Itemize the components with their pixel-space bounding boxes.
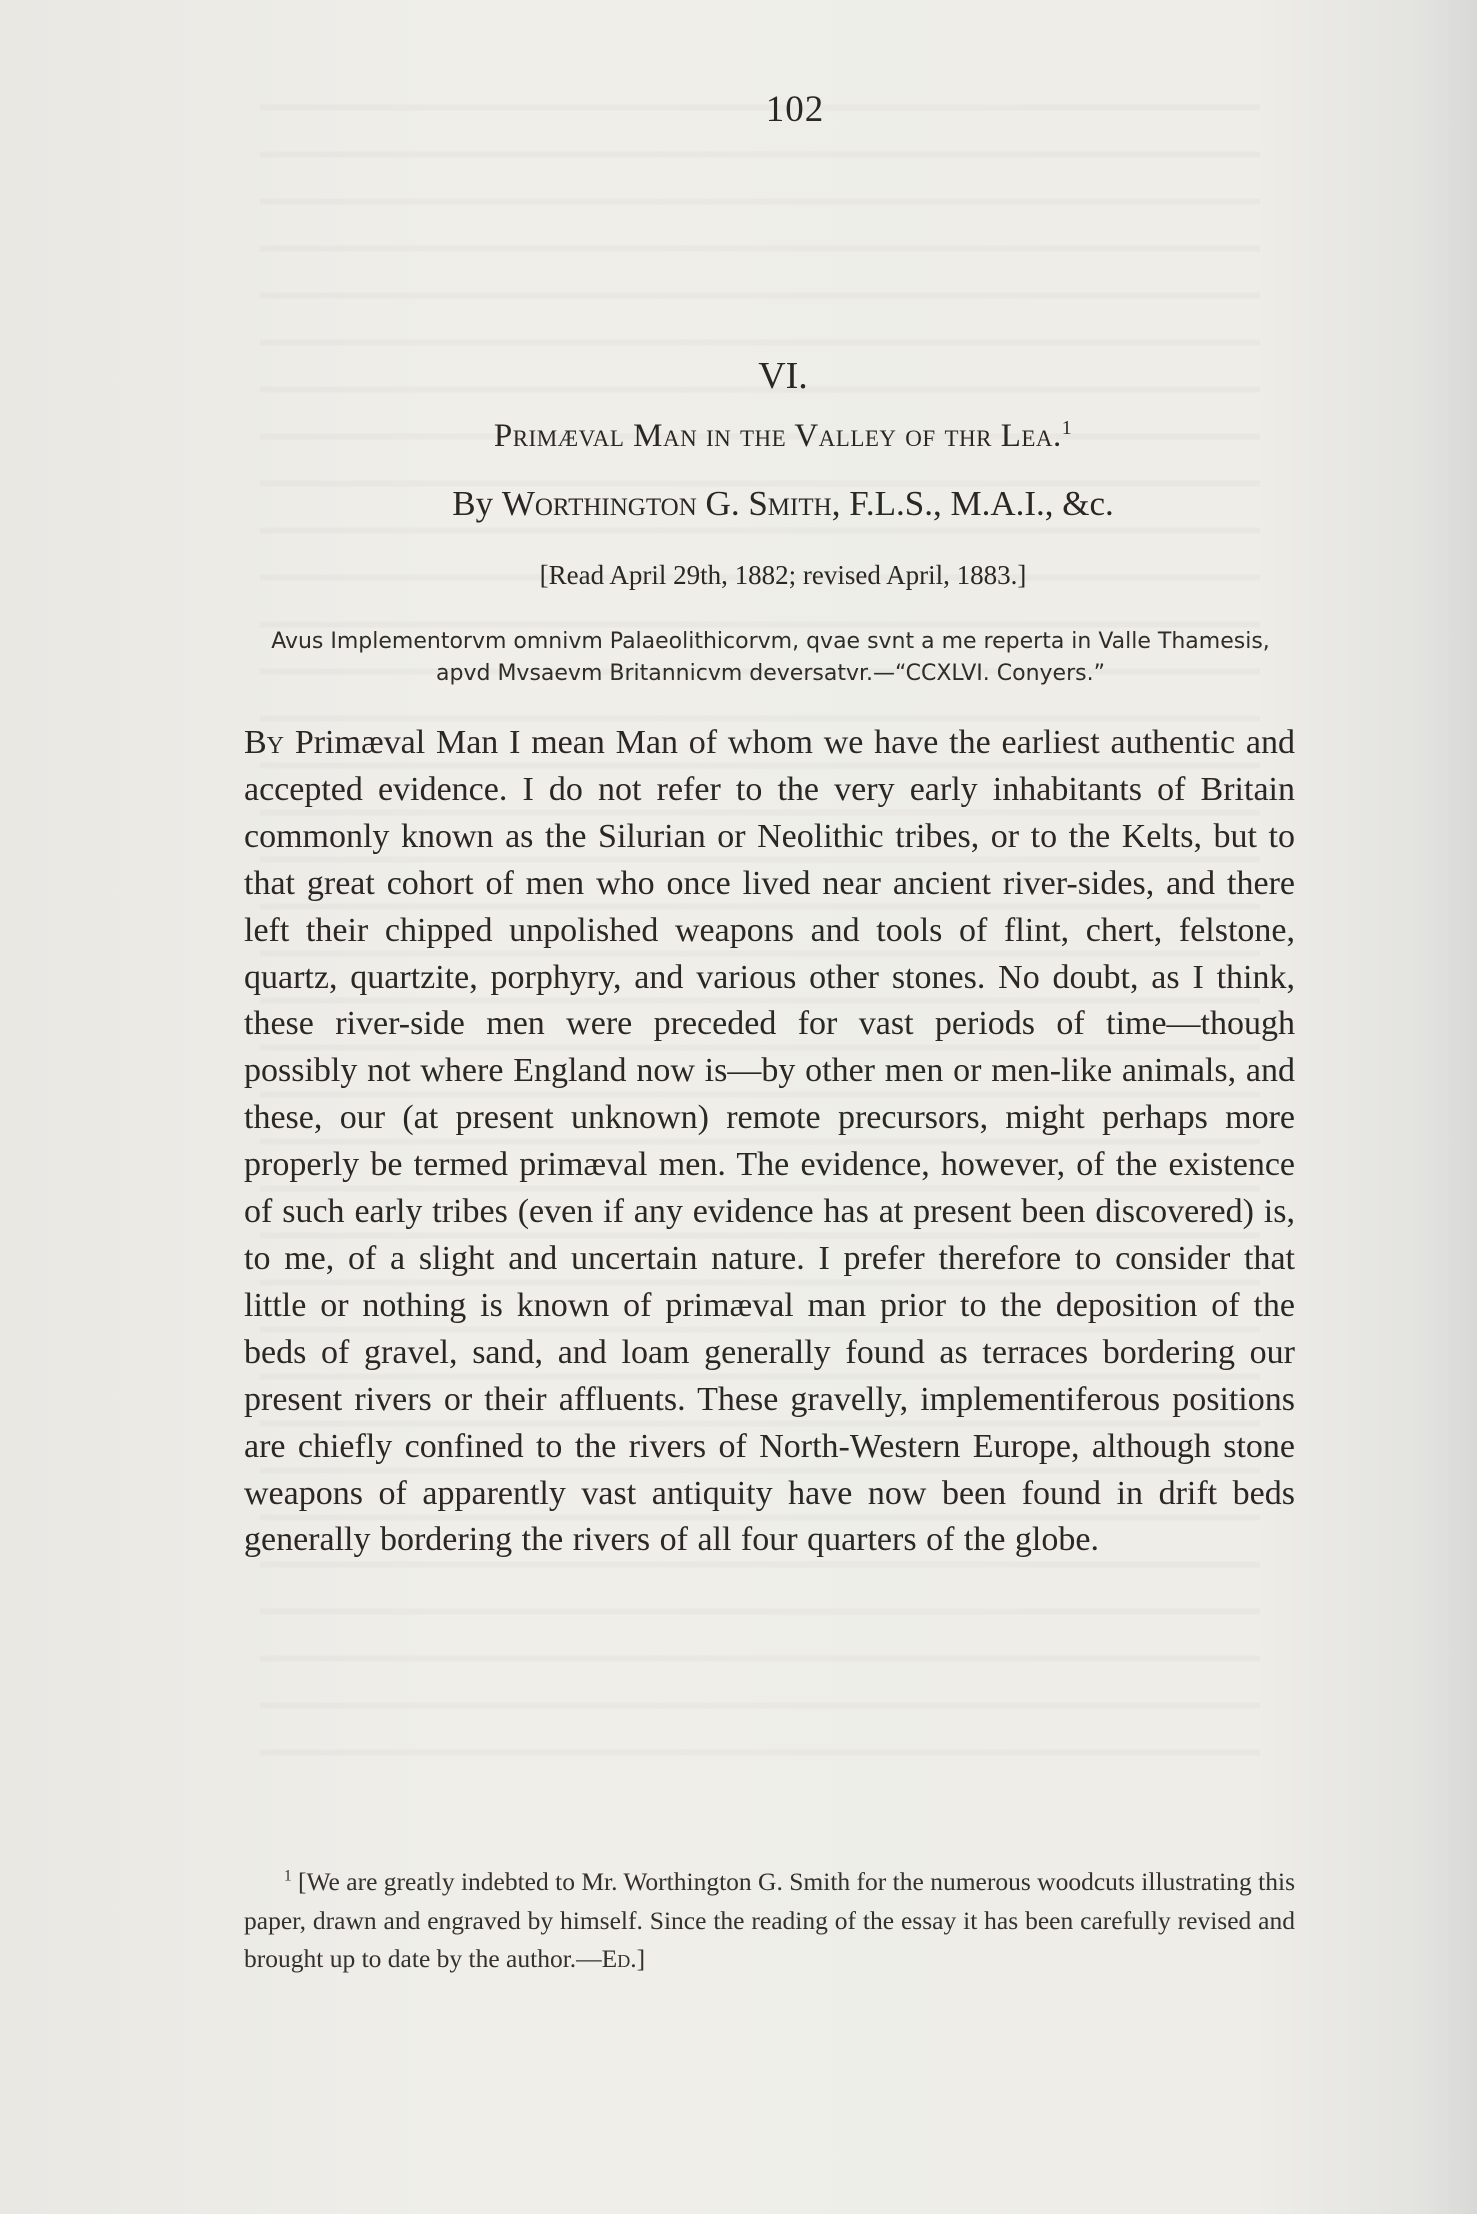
- footnote-marker: 1: [284, 1867, 292, 1885]
- byline: [0, 484, 1477, 524]
- byline-author-surname: Smith: [748, 484, 832, 523]
- article-title: [0, 418, 1477, 455]
- byline-author-first-name: Worthington: [501, 484, 697, 523]
- title-footnote-marker: 1: [1061, 417, 1073, 439]
- paragraph-text: Primæval Man I mean Man of whom we have the earliest authentic and accepted evidence. I do not refer to the very early inhabitants of Britain commonly known as the Silurian or Neolithic tribes, or to the Kelts, but to that great cohort of men who once lived near ancient river-sides, and there left their chipped unpolished weapons and tools of flint, chert, felstone, quartz, quartzite, porphyry, and various other stones. No doubt, as I think, these river-side men were preceded for vast periods of time—though possibly not where England now is—by other men or men-like animals, and these, our (at present unknown) remote precursors, might perhaps more properly be termed primæval men. The evidence, however, of the existence of such early tribes (even if any evidence has at present been discovered) is, to me, of a slight and uncertain nature. I prefer therefore to consider that little or nothing is known of primæval man prior to the deposition of the beds of gravel, sand, and loam generally found as terraces bordering our present rivers or their affluents. These gravelly, implementiferous positions are chiefly confined to the rivers of North-Western Europe, although stone weapons of apparently vast antiquity have now been found in drift beds generally bordering the rivers of all four quarters of the globe.: [244, 724, 1295, 1559]
- footnote: [244, 1863, 1295, 1979]
- footnote-editor-abbrev: Ed.: [601, 1944, 637, 1973]
- page-number: 102: [765, 89, 825, 130]
- byline-author-initial: G.: [705, 484, 740, 523]
- paragraph-lead-in: By: [244, 724, 285, 761]
- footnote-text: [We are greatly indebted to Mr. Worthington G. Smith for the numerous woodcuts illustrating this paper, drawn and engraved by himself. Since the reading of the essay it has been carefully revised and brought up to date by the author.—: [244, 1867, 1295, 1973]
- article-title-text: Primæval Man in the Valley of thr Lea.: [493, 418, 1062, 454]
- byline-prefix: By: [452, 484, 494, 523]
- section-numeral: VI.: [758, 355, 808, 397]
- read-date-note: [Read April 29th, 1882; revised April, 1883.]: [539, 560, 1027, 590]
- epigraph: Avus Implementorvm omnivm Palaeolithicorvm, qvae svnt a me reperta in Valle Thamesis, apvd Mvsaevm Britannicvm deversatvr.—“CCXLVI. Conyers.”: [271, 629, 1270, 686]
- body-paragraph: [244, 720, 1295, 1564]
- byline-credentials: , F.L.S., M.A.I., &c.: [831, 484, 1114, 523]
- footnote-closing: ]: [636, 1944, 646, 1973]
